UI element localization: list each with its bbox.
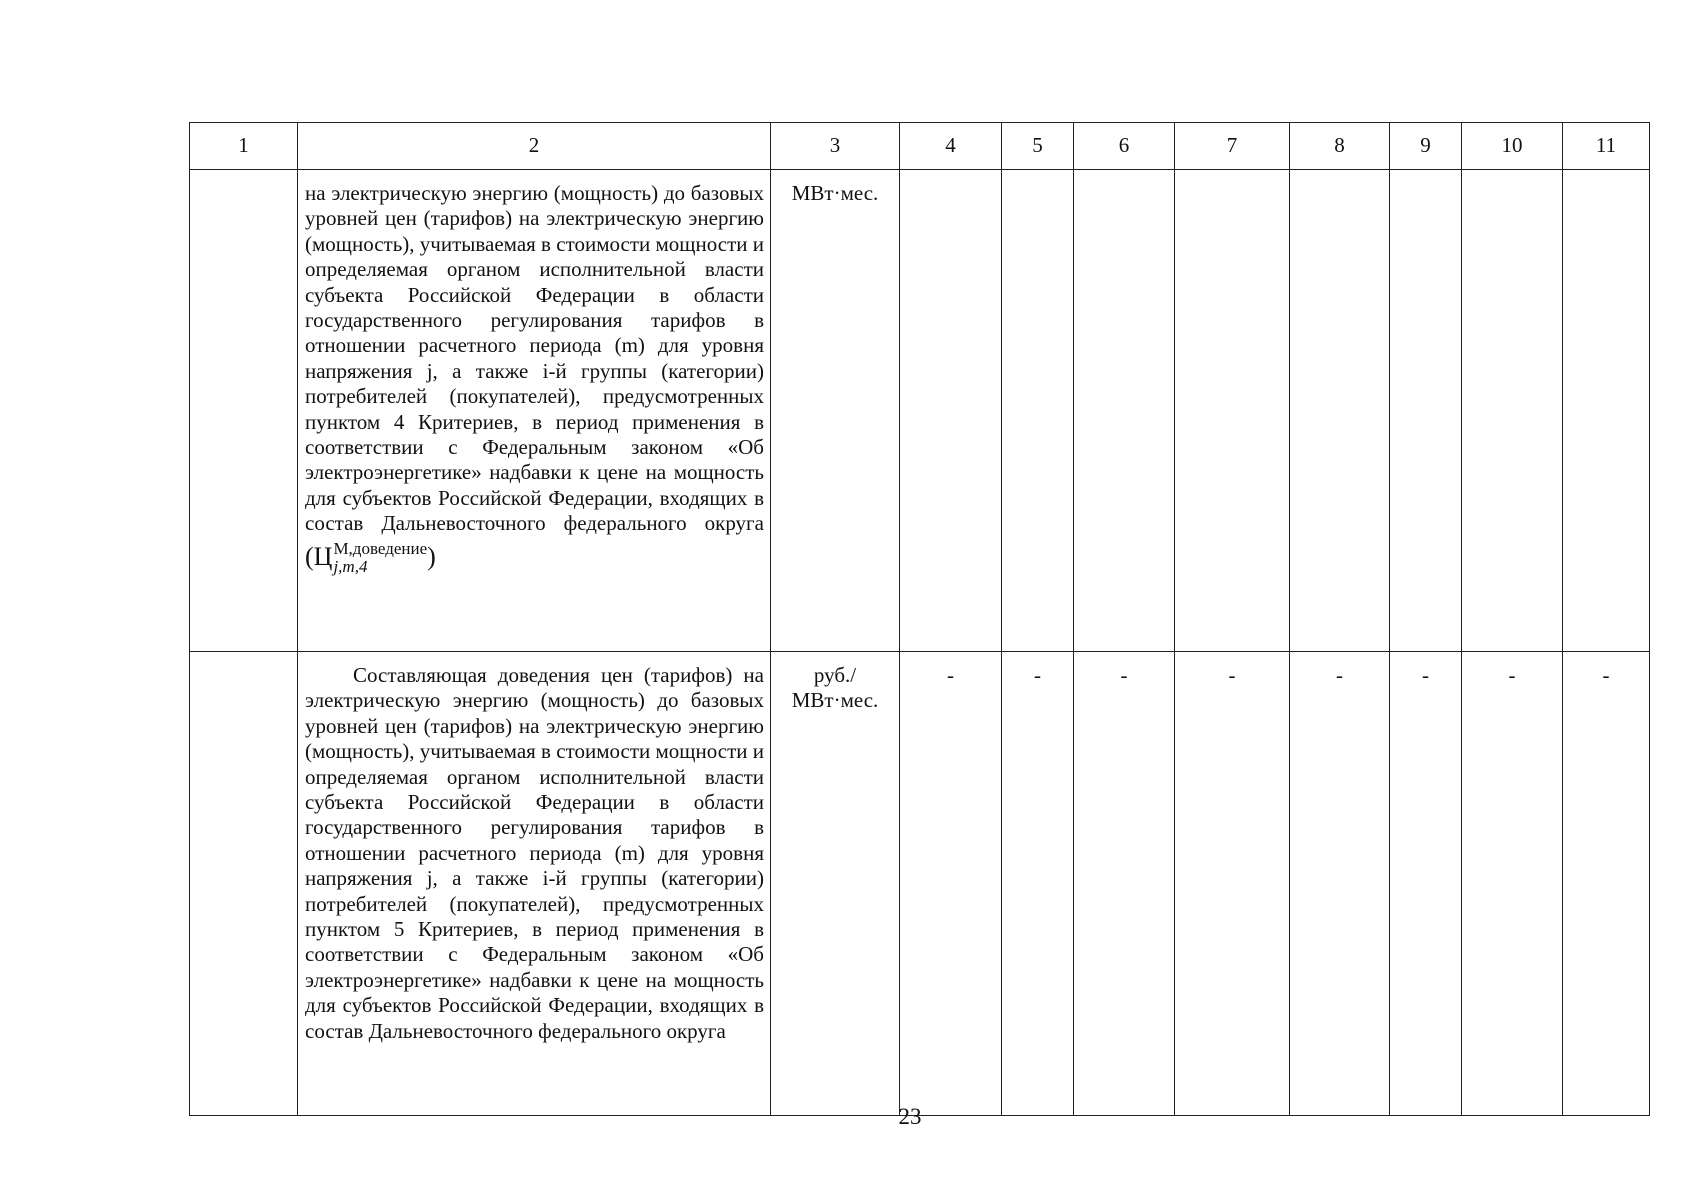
value-cell xyxy=(1563,170,1650,652)
value-cell: - xyxy=(900,652,1002,1116)
value-cell: - xyxy=(1462,652,1563,1116)
value-cell: - xyxy=(1563,652,1650,1116)
formula-superscript: М,доведение xyxy=(333,538,428,558)
formula xyxy=(305,539,436,575)
value-cell xyxy=(1002,170,1074,652)
column-number-4: 4 xyxy=(900,123,1002,170)
value-cell: - xyxy=(1002,652,1074,1116)
column-number-9: 9 xyxy=(1390,123,1462,170)
value-cell xyxy=(900,170,1002,652)
formula-close: ) xyxy=(427,541,436,571)
description-cell: Составляющая доведения цен (тарифов) на электрическую энергию (мощность) до базовых уровней цен (тарифов) на электрическую энергию (мощность), учитываемая в стоимости мощности и определяемая органом исполнительной власти субъекта Российской Федерации в области государственного регулирования тарифов в отношении расчетного периода (m) для уровня напряжения j, а также i-й группы (категории) потребителей (покупателей), предусмотренных пунктом 5 Критериев, в период применения в соответствии с Федеральным законом «Об электроэнергетике» надбавки к цене на мощность для субъектов Российской Федерации, входящих в состав Дальневосточного федерального округа xyxy=(298,652,771,1116)
row-number-cell xyxy=(190,652,298,1116)
column-number-3: 3 xyxy=(771,123,900,170)
description-cell xyxy=(298,170,771,652)
value-cell xyxy=(1462,170,1563,652)
value-cell xyxy=(1390,170,1462,652)
tariff-table xyxy=(189,122,1650,1116)
column-number-2: 2 xyxy=(298,123,771,170)
table-row xyxy=(190,170,1650,652)
value-cell: - xyxy=(1290,652,1390,1116)
unit-cell: руб./ МВт·мес. xyxy=(771,652,900,1116)
column-number-11: 11 xyxy=(1563,123,1650,170)
header-row xyxy=(190,123,1650,170)
formula-subscript: j,m,4 xyxy=(333,556,368,576)
column-number-1: 1 xyxy=(190,123,298,170)
value-cell: - xyxy=(1390,652,1462,1116)
column-number-5: 5 xyxy=(1002,123,1074,170)
formula-open: (Ц xyxy=(305,541,333,571)
value-cell: - xyxy=(1175,652,1290,1116)
table-header xyxy=(190,123,1650,170)
column-number-10: 10 xyxy=(1462,123,1563,170)
value-cell xyxy=(1175,170,1290,652)
column-number-6: 6 xyxy=(1074,123,1175,170)
column-number-7: 7 xyxy=(1175,123,1290,170)
value-cell xyxy=(1290,170,1390,652)
column-number-8: 8 xyxy=(1290,123,1390,170)
description-text: на электрическую энергию (мощность) до базовых уровней цен (тарифов) на электрическую энергию (мощность), учитываемая в стоимости мощности и определяемая органом исполнительной власти субъекта Российской Федерации в области государственного регулирования тарифов в отношении расчетного периода (m) для уровня напряжения j, а также i-й группы (категории) потребителей (покупателей), предусмотренных пунктом 4 Критериев, в период применения в соответствии с Федеральным законом «Об электроэнергетике» надбавки к цене на мощность для субъектов Российской Федерации, входящих в состав Дальневосточного федерального округа xyxy=(305,181,764,536)
value-cell xyxy=(1074,170,1175,652)
page-number: 23 xyxy=(898,1104,922,1129)
unit-cell: МВт·мес. xyxy=(771,170,900,652)
row-number-cell xyxy=(190,170,298,652)
value-cell: - xyxy=(1074,652,1175,1116)
table-row xyxy=(190,652,1650,1116)
